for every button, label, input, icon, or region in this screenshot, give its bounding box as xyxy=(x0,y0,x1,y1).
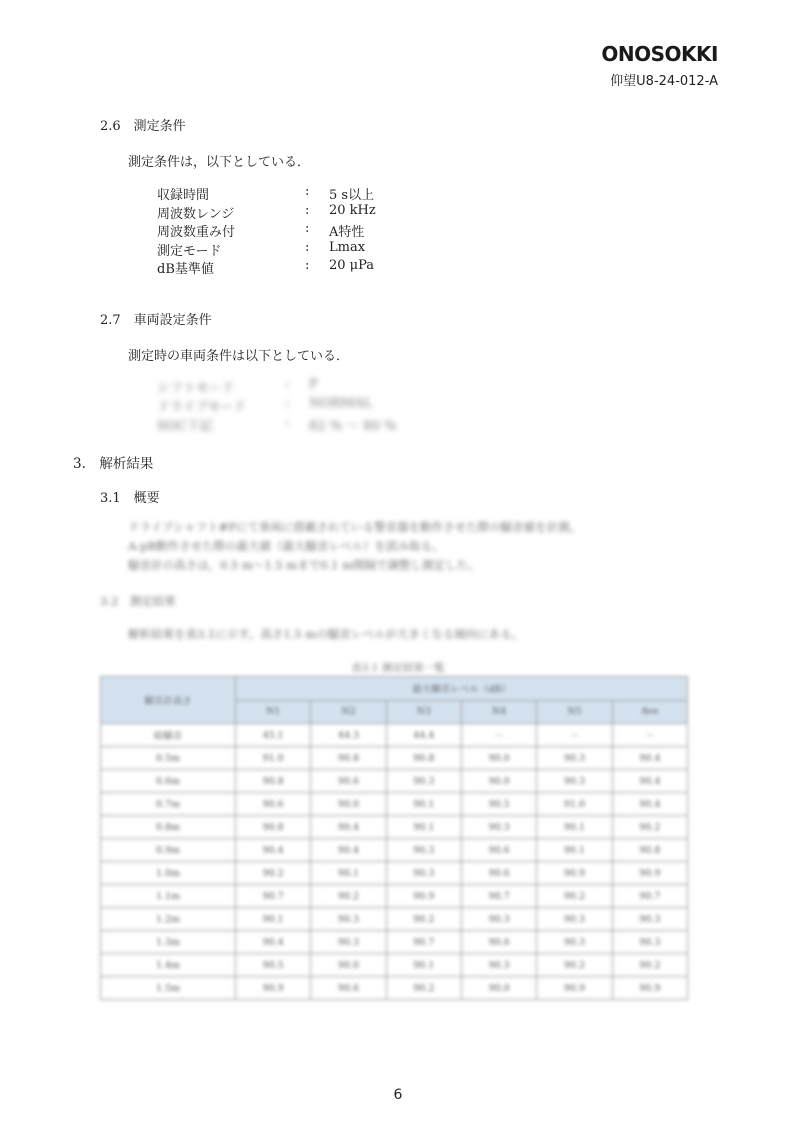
table-row xyxy=(101,931,688,954)
table-cell: 90.0 xyxy=(461,747,536,770)
table-row xyxy=(101,816,688,839)
table-cell: 90.3 xyxy=(537,931,612,954)
section-3-heading: 3. 解析結果 xyxy=(73,456,154,472)
table-cell: 90.7 xyxy=(461,885,536,908)
table-cell: 90.3 xyxy=(612,931,687,954)
column-header: N3 xyxy=(386,700,461,724)
table-cell: － xyxy=(537,724,612,747)
table-cell: 91.0 xyxy=(537,793,612,816)
vehicle-conditions-list xyxy=(157,377,396,434)
vehicle-label: SOC下記 xyxy=(157,419,213,434)
table-cell: 44.4 xyxy=(386,724,461,747)
vehicle-colon: : xyxy=(285,377,290,392)
table-cell: 90.6 xyxy=(461,931,536,954)
table-cell: 90.5 xyxy=(461,793,536,816)
column-header: Ave xyxy=(612,700,687,724)
table-cell: 90.7 xyxy=(236,885,311,908)
table-cell: 90.2 xyxy=(311,885,386,908)
table-cell: 90.6 xyxy=(461,862,536,885)
table-cell: 90.7 xyxy=(386,931,461,954)
table-cell: 90.3 xyxy=(386,862,461,885)
table-row xyxy=(101,724,688,747)
condition-colon: : xyxy=(305,239,310,255)
condition-value: A特性 xyxy=(329,225,365,240)
condition-label: 周波数レンジ xyxy=(157,206,235,222)
section-2-7-heading: 2.7 車両設定条件 xyxy=(100,313,212,328)
table-cell: 90.4 xyxy=(236,839,311,862)
table-cell: 90.2 xyxy=(386,977,461,1000)
table-cell: 90.3 xyxy=(386,770,461,793)
section-3-2-intro: 解析結果を表3.1に示す。高さ1.5 mの騒音レベルが大きくなる傾向にある。 xyxy=(128,627,524,641)
table-row xyxy=(101,862,688,885)
table-cell: 90.9 xyxy=(236,977,311,1000)
condition-label: 周波数重み付 xyxy=(157,225,236,240)
condition-label: 測定モード xyxy=(157,243,222,259)
table-cell: 90.8 xyxy=(386,747,461,770)
table-cell: 90.8 xyxy=(236,770,311,793)
row-label: 0.6m xyxy=(101,770,236,793)
condition-value: Lmax xyxy=(329,239,366,255)
condition-row xyxy=(157,203,376,222)
page-number: 6 xyxy=(393,1087,403,1103)
condition-label: dB基準値 xyxy=(157,262,214,277)
condition-row xyxy=(157,258,376,277)
vehicle-row xyxy=(157,377,396,396)
row-label: 0.5m xyxy=(101,747,236,770)
overview-line: A-pB動作させた際の最大値（最大騒音レベル）を読み取る。 xyxy=(128,539,444,553)
row-label: 1.1m xyxy=(101,885,236,908)
row-label: 0.9m xyxy=(101,839,236,862)
column-header: N5 xyxy=(537,700,612,724)
condition-label: 収録時間 xyxy=(157,188,210,203)
condition-row xyxy=(157,240,376,259)
table-cell: 90.3 xyxy=(537,770,612,793)
table-cell: 90.8 xyxy=(236,816,311,839)
table-row xyxy=(101,747,688,770)
results-table xyxy=(100,676,688,1000)
table-cell: 90.1 xyxy=(386,816,461,839)
table-cell: 90.2 xyxy=(537,954,612,977)
table-cell: 90.4 xyxy=(612,747,687,770)
overview-line: 騒音計の高さは，0.5 m～1.5 mまで0.1 m間隔で調整し測定した。 xyxy=(128,558,480,572)
table-cell: 90.3 xyxy=(311,931,386,954)
table-cell: 90.1 xyxy=(537,839,612,862)
table-cell: 90.4 xyxy=(612,793,687,816)
condition-colon: : xyxy=(305,221,310,236)
table-cell: 90.2 xyxy=(537,885,612,908)
table-cell: 90.3 xyxy=(386,839,461,862)
table-cell: 90.3 xyxy=(537,747,612,770)
table-cell: 90.3 xyxy=(537,908,612,931)
table-cell: 90.1 xyxy=(386,954,461,977)
table-row xyxy=(101,908,688,931)
table-cell: 90.9 xyxy=(612,977,687,1000)
results-table-body xyxy=(101,724,688,1000)
table-cell: 90.0 xyxy=(461,770,536,793)
condition-colon: : xyxy=(305,184,310,199)
table-cell: 90.1 xyxy=(236,908,311,931)
vehicle-value: 82 % ～ 80 % xyxy=(309,419,397,434)
table-row xyxy=(101,954,688,977)
vehicle-colon: : xyxy=(285,396,290,411)
condition-value: 20 μPa xyxy=(329,258,375,273)
condition-colon: : xyxy=(305,258,310,273)
table-cell: 90.6 xyxy=(311,770,386,793)
column-header: N1 xyxy=(236,700,311,724)
vehicle-value: P xyxy=(309,377,318,392)
row-label: 1.4m xyxy=(101,954,236,977)
table-cell: 90.6 xyxy=(236,793,311,816)
section-2-7-intro: 測定時の車両条件は以下としている． xyxy=(128,349,350,364)
table-cell: 90.0 xyxy=(461,977,536,1000)
table-cell: 90.3 xyxy=(612,908,687,931)
row-label: 1.0m xyxy=(101,862,236,885)
table-cell: 90.4 xyxy=(311,839,386,862)
table-cell: 91.0 xyxy=(236,747,311,770)
row-label: 0.7m xyxy=(101,793,236,816)
table-row xyxy=(101,770,688,793)
table-row xyxy=(101,793,688,816)
section-2-6-heading: 2.6 測定条件 xyxy=(100,119,186,134)
condition-value: 20 kHz xyxy=(329,202,376,218)
column-header: N2 xyxy=(311,700,386,724)
table-cell: 90.1 xyxy=(386,793,461,816)
table-cell: 90.9 xyxy=(612,862,687,885)
vehicle-value: NORMAL xyxy=(309,396,373,411)
table-cell: 90.9 xyxy=(537,862,612,885)
table-cell: 90.3 xyxy=(461,954,536,977)
row-label: 暗騒音 xyxy=(101,724,236,747)
table-cell: 45.1 xyxy=(236,724,311,747)
table-row xyxy=(101,977,688,1000)
table-cell: 90.1 xyxy=(311,862,386,885)
table-cell: 90.9 xyxy=(386,885,461,908)
table-cell: － xyxy=(612,724,687,747)
table-cell: 90.1 xyxy=(537,816,612,839)
section-2-6-intro: 測定条件は，以下としている． xyxy=(128,155,311,170)
table-cell: 90.2 xyxy=(386,908,461,931)
table-cell: 90.5 xyxy=(236,954,311,977)
vehicle-row xyxy=(157,396,396,415)
table-cell: 90.4 xyxy=(612,770,687,793)
table-caption: 表3.1 測定結果一覧 xyxy=(351,662,445,674)
section-3-1-heading: 3.1 概要 xyxy=(100,491,160,506)
table-corner-header: 騒音計高さ xyxy=(101,677,236,724)
condition-row xyxy=(157,221,376,240)
row-label: 0.8m xyxy=(101,816,236,839)
table-cell: 90.6 xyxy=(461,839,536,862)
table-cell: － xyxy=(461,724,536,747)
table-cell: 90.8 xyxy=(612,839,687,862)
table-cell: 90.0 xyxy=(311,954,386,977)
table-cell: 90.2 xyxy=(236,862,311,885)
table-cell: 90.0 xyxy=(311,793,386,816)
table-cell: 90.7 xyxy=(612,885,687,908)
company-logo: ONOSOKKI xyxy=(601,42,718,66)
condition-value: 5 s以上 xyxy=(329,188,375,203)
vehicle-colon: : xyxy=(285,415,290,430)
table-group-header: 最大騒音レベル（dB） xyxy=(236,677,688,701)
condition-colon: : xyxy=(305,202,310,218)
table-cell: 90.2 xyxy=(612,816,687,839)
document-number: 仰望U8-24-012-A xyxy=(610,74,718,89)
table-cell: 90.6 xyxy=(311,977,386,1000)
section-3-1-body xyxy=(128,518,581,575)
table-cell: 90.4 xyxy=(236,931,311,954)
vehicle-label: ドライブモード xyxy=(157,400,247,415)
column-header: N4 xyxy=(461,700,536,724)
table-cell: 90.8 xyxy=(311,747,386,770)
row-label: 1.3m xyxy=(101,931,236,954)
vehicle-row xyxy=(157,415,396,434)
table-cell: 44.3 xyxy=(311,724,386,747)
row-label: 1.2m xyxy=(101,908,236,931)
condition-row xyxy=(157,184,376,203)
table-cell: 90.2 xyxy=(612,954,687,977)
table-cell: 90.3 xyxy=(461,908,536,931)
table-cell: 90.3 xyxy=(311,908,386,931)
table-row xyxy=(101,885,688,908)
measurement-conditions-list xyxy=(157,184,376,277)
table-cell: 90.4 xyxy=(311,816,386,839)
table-cell: 90.9 xyxy=(537,977,612,1000)
row-label: 1.5m xyxy=(101,977,236,1000)
section-3-2-heading: 3.2 測定結果 xyxy=(100,594,176,608)
table-cell: 90.3 xyxy=(461,816,536,839)
overview-line: ドライブシャフト#Pにて車両に搭載されている警音器を動作させた際の騒音値を計測。 xyxy=(128,520,581,534)
table-row xyxy=(101,839,688,862)
vehicle-label: シフトモード xyxy=(157,381,235,396)
